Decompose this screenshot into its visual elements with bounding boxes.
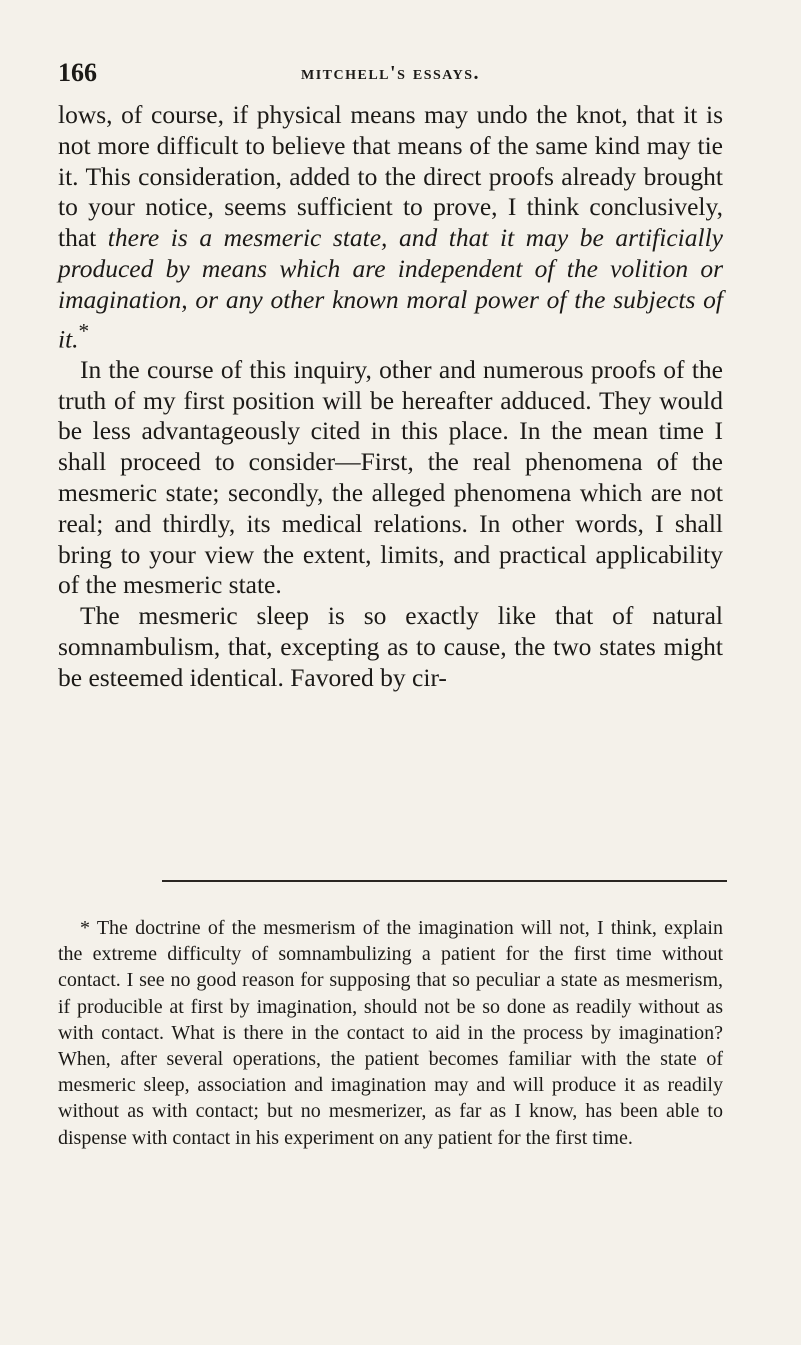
paragraph-2: In the course of this inquiry, other and numerous proofs of the truth of my first position will be hereafter adduced. They would be less advantageously cited in this place. In the mean time I shall proceed to consider—First, the real phenomena of the mesmeric state; secondly, the alleged phenomena which are not real; and thirdly, its medical relations. In other words, I shall bring to your view the extent, limits, and practical applicability of the mesmeric state. [58,354,723,600]
page-number: 166 [58,58,97,87]
body-text [58,100,723,694]
footnote-marker: * [78,318,90,343]
paragraph-3: The mesmeric sleep is so exactly like that of natural somnambulism, that, excepting as to cause, the two states might be esteemed identical. Favored by cir- [58,601,723,692]
footnote: * The doctrine of the mesmerism of the imagination will not, I think, explain the extreme difficulty of somnambulizing a patient for the first time without contact. I see no good reason for supposing that so peculiar a state as mesmerism, if producible at first by imagination, should not be so done as readily without as with contact. What is there in the contact to aid in the process by imagination? When, after several operations, the patient becomes familiar with the state of mesmeric sleep, association and imagination may and will produce it as readily without as with contact; but no mesmerizer, as far as I know, has been able to dispense with contact in his experiment on any patient for the first time. [58,917,723,1149]
paragraph-1 [58,100,723,355]
running-head: mitchell's essays. [301,62,480,84]
footnote-divider [162,880,727,882]
paragraph-1-text: lows, of course, if physical means may undo the knot, that it is not more difficult to believe that means of the same kind may tie it. This consideration, added to the direct proofs already brought to your notice, seems sufficient to prove, I think conclusively, that [58,100,723,253]
paragraph-1-italic-conclusion: there is a mesmeric state, and that it may be artificially produced by means which are independent of the volition or imagination, or any other known moral power of the subjects of it. [58,223,723,354]
page-header [58,58,723,88]
